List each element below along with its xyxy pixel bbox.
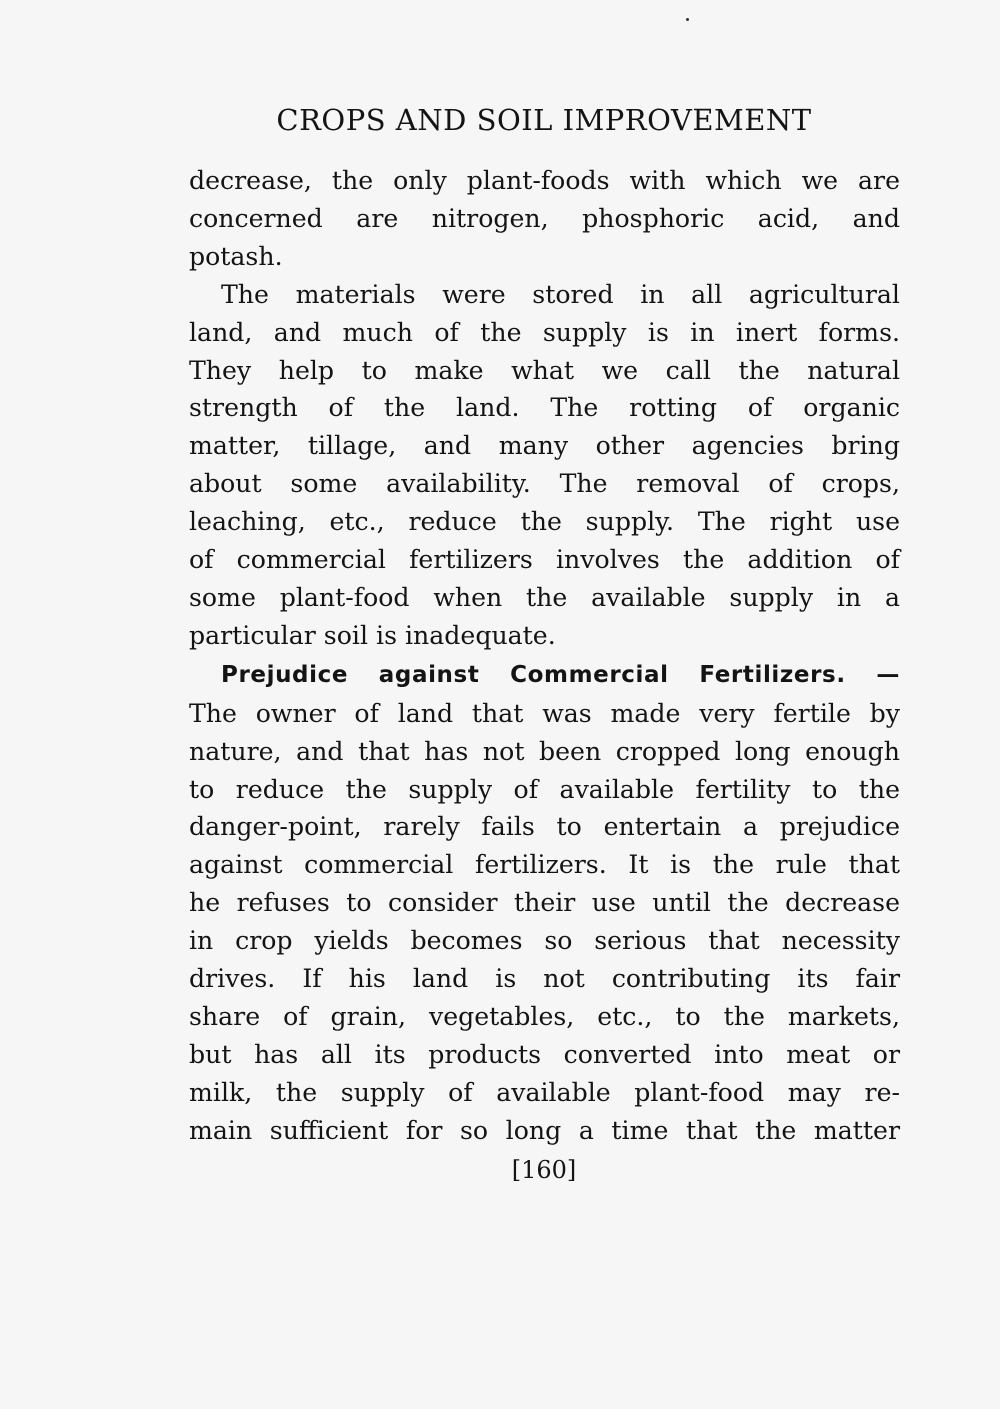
ink-speck bbox=[686, 18, 689, 21]
text-line: about some availability. The removal of crops, bbox=[189, 469, 900, 499]
text-line: main sufficient for so long a time that the matter bbox=[189, 1115, 900, 1145]
paragraph-3 bbox=[189, 655, 900, 1150]
page-number: [160] bbox=[511, 1156, 577, 1184]
text-line: land, and much of the supply is in inert forms. bbox=[189, 317, 900, 347]
body-text bbox=[189, 162, 900, 1150]
text-line: decrease, the only plant-foods with which we are bbox=[189, 166, 900, 195]
text-line: The materials were stored in all agricultural bbox=[221, 279, 900, 309]
text-line: of commercial fertilizers involves the addition of bbox=[189, 545, 900, 575]
text-line: he refuses to consider their use until the decrease bbox=[189, 888, 900, 918]
text-line: The owner of land that was made very fertile by bbox=[189, 698, 900, 728]
text-line: leaching, etc., reduce the supply. The right use bbox=[189, 507, 900, 537]
section-heading: Prejudice against Commercial Fertilizers. — bbox=[221, 661, 900, 688]
text-line: particular soil is inadequate. bbox=[189, 620, 556, 650]
text-line: but has all its products converted into meat or bbox=[189, 1039, 900, 1069]
text-line: They help to make what we call the natural bbox=[189, 355, 900, 385]
section-heading-line bbox=[189, 655, 900, 695]
text-line: in crop yields becomes so serious that necessity bbox=[189, 926, 900, 956]
text-line: strength of the land. The rotting of organic bbox=[189, 393, 900, 423]
text-line: drives. If his land is not contributing its fair bbox=[189, 964, 900, 994]
text-line: share of grain, vegetables, etc., to the markets, bbox=[189, 1001, 900, 1031]
text-line: matter, tillage, and many other agencies bring bbox=[189, 431, 900, 461]
text-line: concerned are nitrogen, phosphoric acid, and bbox=[189, 203, 900, 233]
text-line: milk, the supply of available plant-food may re- bbox=[189, 1077, 900, 1107]
paragraph-1 bbox=[189, 162, 900, 276]
text-line: against commercial fertilizers. It is the rule that bbox=[189, 850, 900, 880]
text-line: potash. bbox=[189, 241, 283, 271]
text-line: some plant-food when the available supply in a bbox=[189, 582, 900, 612]
running-head: CROPS AND SOIL IMPROVEMENT bbox=[276, 103, 812, 137]
text-line: nature, and that has not been cropped long enough bbox=[189, 736, 900, 766]
text-line: to reduce the supply of available fertility to the bbox=[189, 774, 900, 804]
paragraph-2 bbox=[189, 276, 900, 655]
text-line: danger-point, rarely fails to entertain a prejudice bbox=[189, 812, 900, 842]
